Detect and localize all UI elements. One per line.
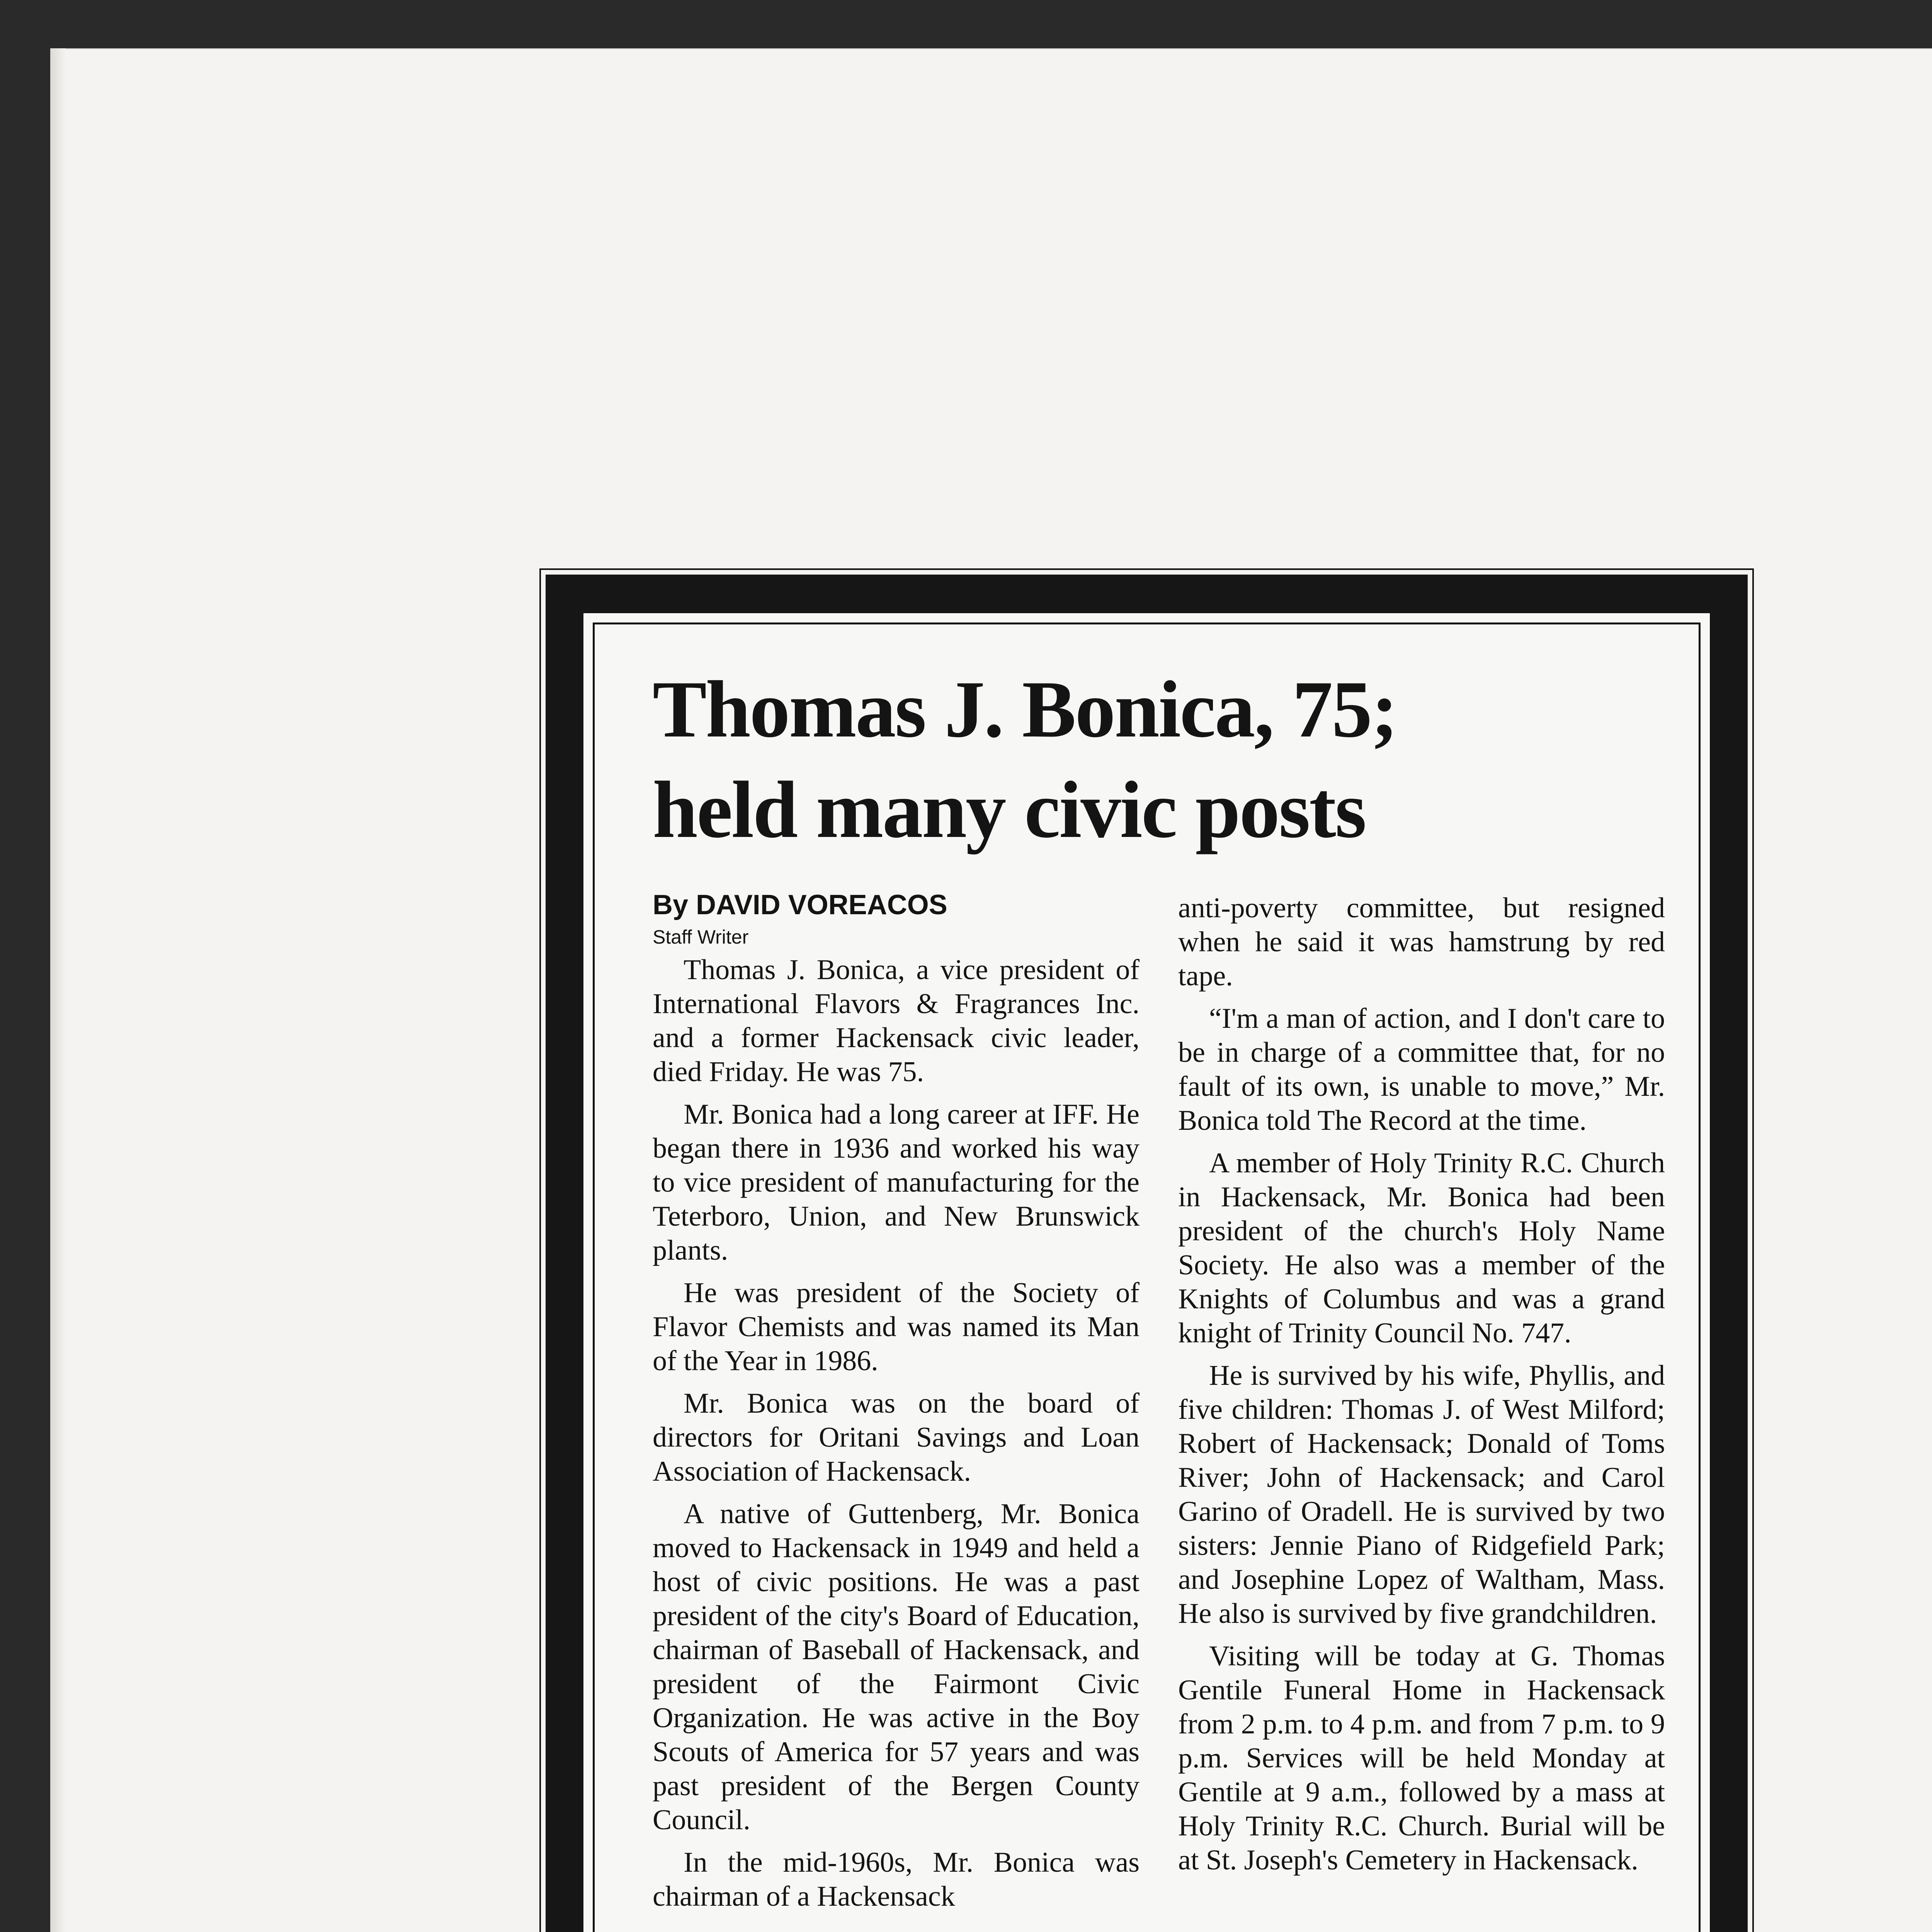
paragraph: He was president of the Society of Flavor Chemists and was named its Man of the Year in 1986. — [653, 1277, 1139, 1377]
byline: By DAVID VOREACOS — [653, 889, 947, 920]
headline-line-2: held many civic posts — [653, 765, 1366, 855]
paragraph: Thomas J. Bonica, a vice president of International Flavors & Fragrances Inc. and a former Hackensack civic leader, died Friday. He was 75. — [653, 954, 1139, 1088]
paragraph: A native of Guttenberg, Mr. Bonica moved to Hackensack in 1949 and held a host of civic positions. He was a past president of the city's Board of Education, chairman of Baseball of Hackensack, and president of the Fairmont Civic Organization. He was active in the Boy Scouts of America for 57 years and was past president of the Bergen County Council. — [653, 1498, 1139, 1836]
paragraph: “I'm a man of action, and I don't care to be in charge of a committee that, for no fault of its own, is unable to move,” Mr. Bonica told The Record at the time. — [1178, 1003, 1665, 1136]
article-column-left — [653, 953, 1139, 1922]
paragraph: In the mid-1960s, Mr. Bonica was chairman of a Hackensack — [653, 1847, 1139, 1912]
article-column-right — [1178, 891, 1665, 1886]
byline-title: Staff Writer — [653, 926, 749, 948]
paragraph: He is survived by his wife, Phyllis, and five children: Thomas J. of West Milford; Robert of Hackensack; Donald of Toms River; John of Hackensack; and Carol Garino of Oradell. He is survived by two sisters: Jennie Piano of Ridgefield Park; and Josephine Lopez of Waltham, Mass. He also is survived by five grandchildren. — [1178, 1360, 1665, 1629]
paragraph: Visiting will be today at G. Thomas Gentile Funeral Home in Hackensack from 2 p.m. to 4 p.m. and from 7 p.m. to 9 p.m. Services will be held Monday at Gentile at 9 a.m., followed by a mass at Holy Trinity R.C. Church. Burial will be at St. Joseph's Cemetery in Hackensack. — [1178, 1640, 1665, 1876]
paragraph-continuation: anti-poverty committee, but resigned when he said it was hamstrung by red tape. — [1178, 892, 1665, 992]
clipping-mat — [583, 613, 1710, 1932]
paragraph: A member of Holy Trinity R.C. Church in Hackensack, Mr. Bonica had been president of the church's Holy Name Society. He also was a member of the Knights of Columbus and was a grand knight of Trinity Council No. 747. — [1178, 1147, 1665, 1349]
page-sheet — [50, 48, 1932, 1932]
headline — [653, 659, 1696, 860]
page-edge — [50, 48, 66, 1932]
clipping-inner-border — [593, 622, 1701, 1932]
headline-line-1: Thomas J. Bonica, 75; — [653, 665, 1397, 754]
obituary-clipping-frame — [541, 570, 1752, 1932]
paragraph: Mr. Bonica had a long career at IFF. He began there in 1936 and worked his way to vice president of manufacturing for the Teterboro, Union, and New Brunswick plants. — [653, 1099, 1139, 1266]
paragraph: Mr. Bonica was on the board of directors for Oritani Savings and Loan Association of Hackensack. — [653, 1388, 1139, 1487]
